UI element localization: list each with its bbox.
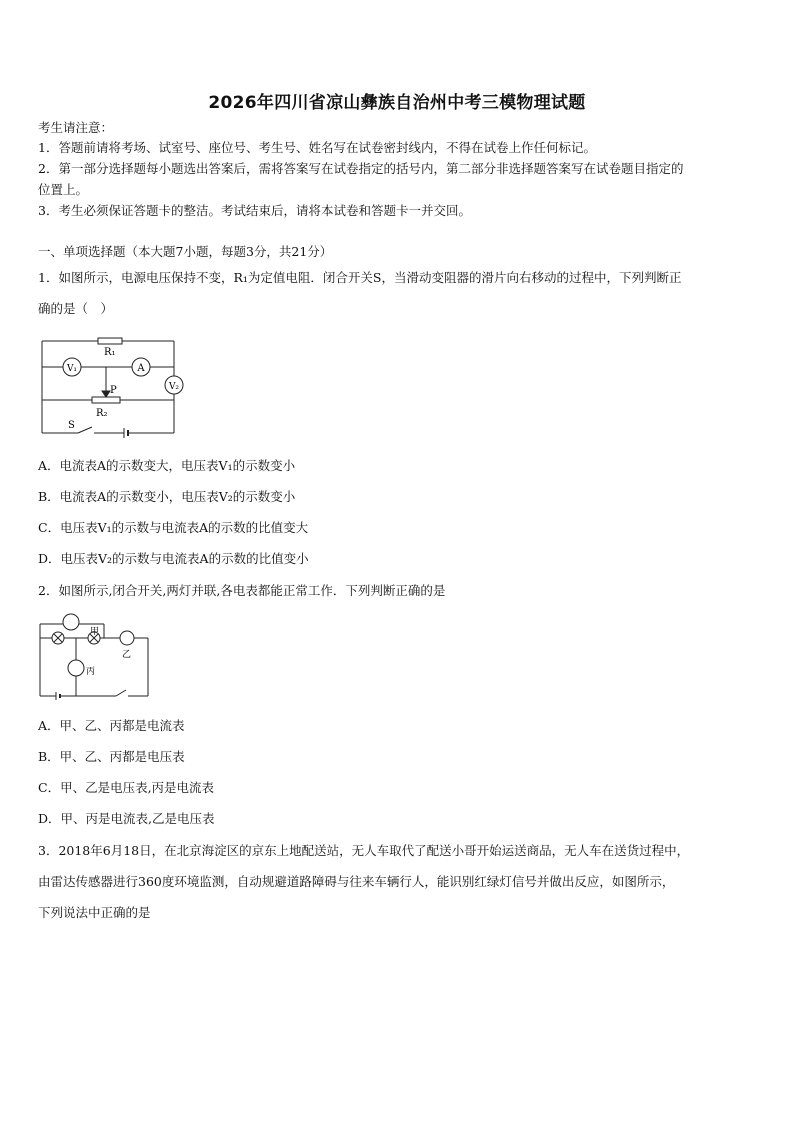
notice-item-2-cont: 位置上。 xyxy=(38,182,89,197)
question-1-stem-cont: 确的是（ ） xyxy=(38,301,114,316)
resistor-r1-label: R₁ xyxy=(104,347,116,358)
question-2-option-b: B．甲、乙、丙都是电压表 xyxy=(38,749,185,764)
circuit-diagram-q1 xyxy=(36,333,186,441)
slider-p-label: P xyxy=(110,385,117,396)
circuit-diagram-q2 xyxy=(36,612,156,704)
question-1-option-c: C．电压表V₁的示数与电流表A的示数的比值变大 xyxy=(38,520,309,535)
meter-jia-label: 甲 xyxy=(90,627,100,637)
question-1-stem: 1．如图所示，电源电压保持不变，R₁为定值电阻．闭合开关S，当滑动变阻器的滑片向右移动的过程中，下列判断正 xyxy=(38,270,682,285)
page-title: 2026年四川省凉山彝族自治州中考三模物理试题 xyxy=(208,93,586,113)
question-3-stem: 3．2018年6月18日，在北京海淀区的京东上地配送站，无人车取代了配送小哥开始运送商品，无人车在送货过程中， xyxy=(38,843,690,858)
ammeter-a-label: A xyxy=(137,363,145,374)
question-2-option-c: C．甲、乙是电压表,丙是电流表 xyxy=(38,780,215,795)
question-1-option-b: B．电流表A的示数变小，电压表V₂的示数变小 xyxy=(38,489,296,504)
notice-heading: 考生请注意： xyxy=(38,120,114,135)
question-2-option-a: A．甲、乙、丙都是电流表 xyxy=(38,718,185,733)
question-2-option-d: D．甲、丙是电流表,乙是电压表 xyxy=(38,811,215,826)
meter-yi-label: 乙 xyxy=(122,650,132,660)
voltmeter-v1-label: V₁ xyxy=(66,364,78,374)
notice-item-1: 1．答题前请将考场、试室号、座位号、考生号、姓名写在试卷密封线内，不得在试卷上作任何标记。 xyxy=(38,140,596,155)
section-heading: 一、单项选择题（本大题7小题，每题3分，共21分） xyxy=(38,244,333,259)
question-2-stem: 2．如图所示,闭合开关,两灯并联,各电表都能正常工作．下列判断正确的是 xyxy=(38,583,446,598)
switch-s-label: S xyxy=(68,420,75,431)
question-1-option-d: D．电压表V₂的示数与电流表A的示数的比值变小 xyxy=(38,551,309,566)
question-3-stem-cont-2: 下列说法中正确的是 xyxy=(38,905,151,920)
question-1-option-a: A．电流表A的示数变大，电压表V₁的示数变小 xyxy=(38,458,296,473)
voltmeter-v2-label: V₂ xyxy=(168,382,180,392)
notice-item-3: 3．考生必须保证答题卡的整洁。考试结束后，请将本试卷和答题卡一并交回。 xyxy=(38,203,471,218)
meter-bing-label: 丙 xyxy=(86,667,96,677)
question-3-stem-cont-1: 由雷达传感器进行360度环境监测，自动规避道路障碍与往来车辆行人，能识别红绿灯信号并做出反应，如图所示， xyxy=(38,874,675,889)
notice-item-2: 2．第一部分选择题每小题选出答案后，需将答案写在试卷指定的括号内，第二部分非选择题答案写在试卷题目指定的 xyxy=(38,161,684,176)
resistor-r2-label: R₂ xyxy=(96,408,108,419)
